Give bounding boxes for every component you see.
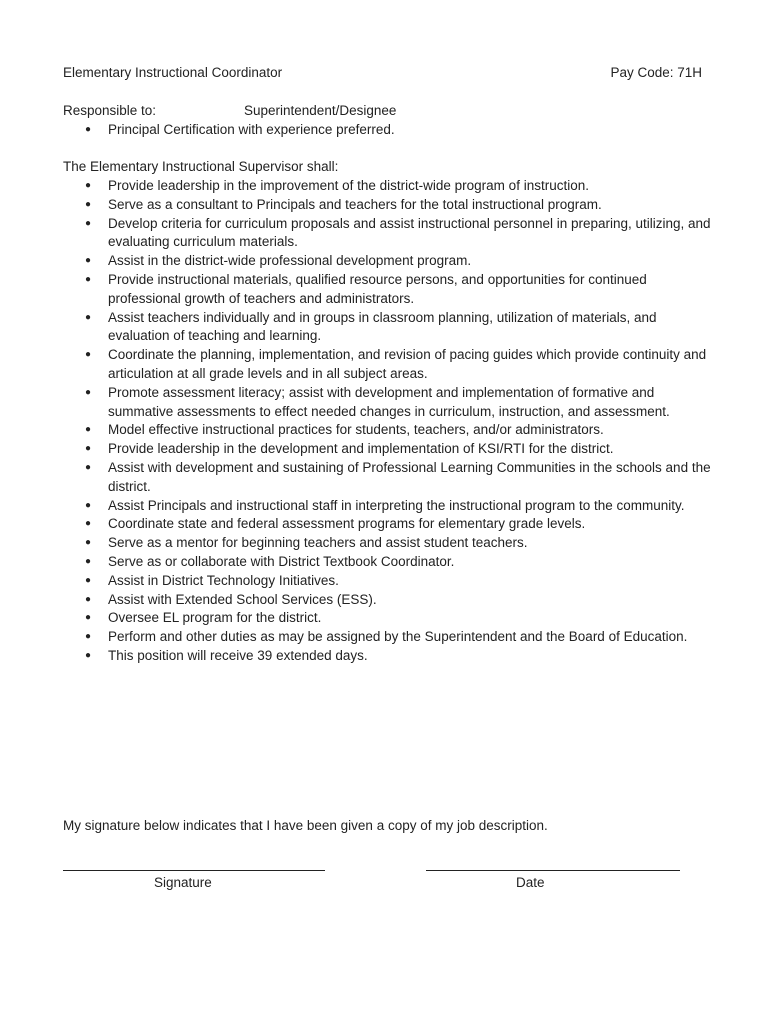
list-item-text: Provide leadership in the development and implementation of KSI/RTI for the district. — [108, 441, 614, 457]
bullet-icon: ● — [85, 180, 92, 191]
requirements-list — [63, 121, 713, 140]
list-item — [63, 196, 713, 215]
responsible-value: Superintendent/Designee — [244, 103, 397, 118]
job-title: Elementary Instructional Coordinator — [63, 65, 283, 80]
list-item-text: Provide instructional materials, qualified resource persons, and opportunities for continued professional growth of teachers and administrators. — [108, 271, 647, 306]
duties-list-wrap — [63, 177, 713, 666]
list-item-text: Coordinate state and federal assessment programs for elementary grade levels. — [108, 516, 586, 532]
bullet-icon: ● — [85, 631, 92, 643]
responsible-row — [63, 102, 397, 120]
list-item-text: Serve as a consultant to Principals and teachers for the total instructional program. — [108, 196, 602, 212]
bullet-icon: ● — [85, 612, 92, 624]
bullet-icon: ● — [85, 386, 92, 398]
list-item — [63, 459, 713, 497]
list-item-text: Serve as or collaborate with District Textbook Coordinator. — [108, 553, 455, 569]
header-row — [63, 64, 702, 82]
signature-statement: My signature below indicates that I have been given a copy of my job description. — [63, 818, 548, 833]
list-item-text: Model effective instructional practices for students, teachers, and/or administrators. — [108, 422, 604, 438]
list-item-text: Serve as a mentor for beginning teachers and assist student teachers. — [108, 535, 528, 551]
list-item — [63, 515, 713, 534]
bullet-icon: ● — [85, 555, 92, 567]
pay-code: Pay Code: 71H — [610, 65, 702, 80]
list-item — [63, 572, 713, 591]
bullet-icon: ● — [85, 217, 92, 229]
list-item — [63, 647, 713, 666]
bullet-icon: ● — [85, 574, 92, 586]
list-item — [63, 440, 713, 459]
list-item-text: Assist teachers individually and in groups in classroom planning, utilization of materials, and evaluation of teaching and learning. — [108, 309, 657, 344]
bullet-icon: ● — [85, 518, 92, 530]
list-item — [63, 628, 713, 647]
list-item — [63, 309, 713, 347]
list-item — [63, 421, 713, 440]
responsible-label: Responsible to: — [63, 103, 157, 118]
list-item-text: This position will receive 39 extended days. — [108, 647, 368, 663]
list-item-text: Assist in District Technology Initiatives. — [108, 572, 339, 588]
bullet-icon: ● — [85, 424, 92, 436]
list-item — [63, 384, 713, 422]
list-item-text: Principal Certification with experience preferred. — [108, 122, 395, 137]
bullet-icon: ● — [85, 537, 92, 549]
date-line[interactable] — [426, 870, 680, 871]
bullet-icon: ● — [85, 593, 92, 605]
list-item-text: Develop criteria for curriculum proposals and assist instructional personnel in preparing, utilizing, and evaluating curriculum materials. — [108, 215, 711, 250]
list-item — [63, 591, 713, 610]
list-item — [63, 497, 713, 516]
list-item-text: Coordinate the planning, implementation, and revision of pacing guides which provide continuity and articulation at all grade levels and in all subject areas. — [108, 347, 707, 381]
date-label: Date — [516, 875, 545, 890]
bullet-icon: ● — [85, 124, 92, 135]
list-item-text: Provide leadership in the improvement of the district-wide program of instruction. — [108, 178, 589, 193]
bullet-icon: ● — [85, 461, 92, 473]
bullet-icon: ● — [85, 349, 92, 361]
list-item — [63, 252, 713, 271]
list-item-text: Assist in the district-wide professional development program. — [108, 253, 472, 269]
list-item — [63, 271, 713, 309]
list-item — [63, 121, 713, 140]
duties-intro: The Elementary Instructional Supervisor shall: — [63, 159, 339, 174]
requirements-list-wrap — [63, 121, 713, 140]
bullet-icon: ● — [85, 443, 92, 455]
signature-label: Signature — [154, 875, 212, 890]
list-item — [63, 609, 713, 628]
list-item-text: Perform and other duties as may be assigned by the Superintendent and the Board of Education. — [108, 629, 688, 645]
list-item — [63, 534, 713, 553]
list-item — [63, 177, 713, 196]
list-item-text: Promote assessment literacy; assist with development and implementation of formative and summative assessments to effect needed changes in curriculum, instruction, and assessment. — [108, 384, 670, 419]
bullet-icon: ● — [85, 499, 92, 511]
list-item-text: Assist with development and sustaining of Professional Learning Communities in the schools and the district. — [108, 459, 711, 494]
bullet-icon: ● — [85, 255, 92, 267]
bullet-icon: ● — [85, 311, 92, 323]
list-item-text: Assist with Extended School Services (ESS). — [108, 591, 377, 607]
list-item — [63, 346, 713, 384]
bullet-icon: ● — [85, 273, 92, 285]
list-item — [63, 215, 713, 253]
list-item-text: Oversee EL program for the district. — [108, 610, 322, 626]
list-item — [63, 553, 713, 572]
signature-line[interactable] — [63, 870, 325, 871]
duties-list — [63, 177, 713, 666]
list-item-text: Assist Principals and instructional staff in interpreting the instructional program to the community. — [108, 497, 685, 513]
bullet-icon: ● — [85, 198, 92, 210]
bullet-icon: ● — [85, 649, 92, 661]
